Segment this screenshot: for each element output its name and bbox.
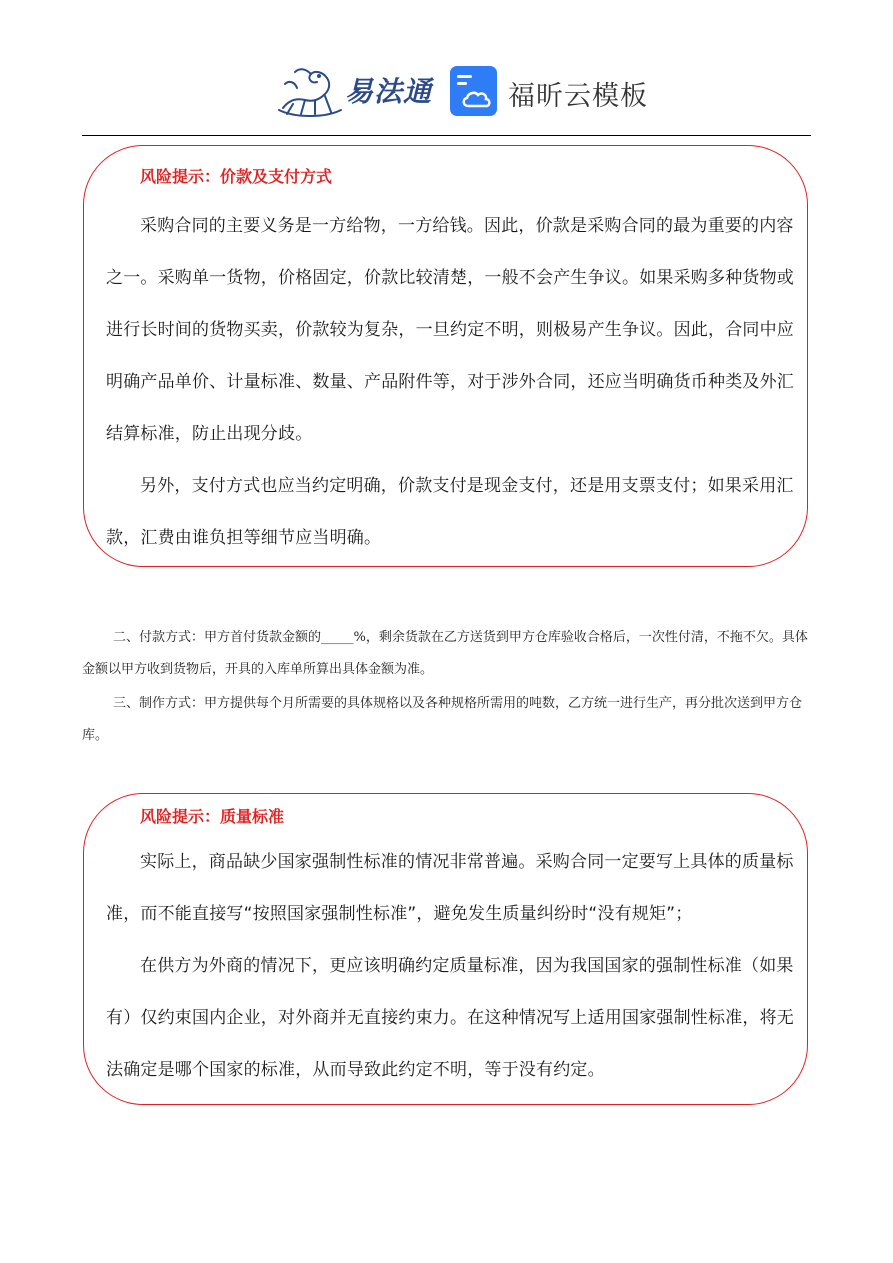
clause-text: 三、制作方式：甲方提供每个月所需要的具体规格以及各种规格所需用的吨数，乙方统一进行生产，再分批次送到甲方仓库。: [82, 696, 803, 743]
clause-payment-method: [82, 622, 812, 686]
clause-text: 二、付款方式：甲方首付货款金额的_____%，剩余货款在乙方送货到甲方仓库验收合格后，一次性付清，不拖不欠。具体金额以甲方收到货物后，开具的入库单所算出具体金额为准。: [82, 630, 808, 677]
risk-paragraph: 实际上，商品缺少国家强制性标准的情况非常普遍。采购合同一定要写上具体的质量标准，而不能直接写“按照国家强制性标准”，避免发生质量纠纷时“没有规矩”；: [106, 852, 794, 924]
risk-paragraph: 采购合同的主要义务是一方给物，一方给钱。因此，价款是采购合同的最为重要的内容之一。采购单一货物，价格固定，价款比较清楚，一般不会产生争议。如果采购多种货物或进行长时间的货物买卖，价款较为复杂，一旦约定不明，则极易产生争议。因此，合同中应明确产品单价、计量标准、数量、产品附件等，对于涉外合同，还应当明确货币种类及外汇结算标准，防止出现分歧。: [106, 216, 794, 444]
risk-box-quality-standard: [83, 793, 808, 1105]
yifatong-logo-text: 易法通: [345, 75, 433, 108]
risk-body: [106, 200, 798, 564]
risk-box-price-payment: [83, 145, 808, 567]
header-divider: [82, 135, 811, 136]
risk-title: 风险提示：质量标准: [140, 807, 285, 826]
clause-production-method: [82, 688, 812, 752]
risk-paragraph: 另外，支付方式也应当约定明确，价款支付是现金支付，还是用支票支付；如果采用汇款，汇费由谁负担等细节应当明确。: [106, 476, 794, 548]
page-header: [0, 0, 893, 136]
fuxin-template-logo-text: 福昕云模板: [508, 81, 648, 112]
risk-paragraph: 在供方为外商的情况下，更应该明确约定质量标准，因为我国国家的强制性标准（如果有）仅约束国内企业，对外商并无直接约束力。在这种情况写上适用国家强制性标准，将无法确定是哪个国家的标准，从而导致此约定不明，等于没有约定。: [106, 956, 794, 1080]
risk-body: [106, 836, 798, 1096]
cloud-doc-icon: [450, 66, 497, 116]
risk-title: 风险提示：价款及支付方式: [140, 167, 333, 186]
